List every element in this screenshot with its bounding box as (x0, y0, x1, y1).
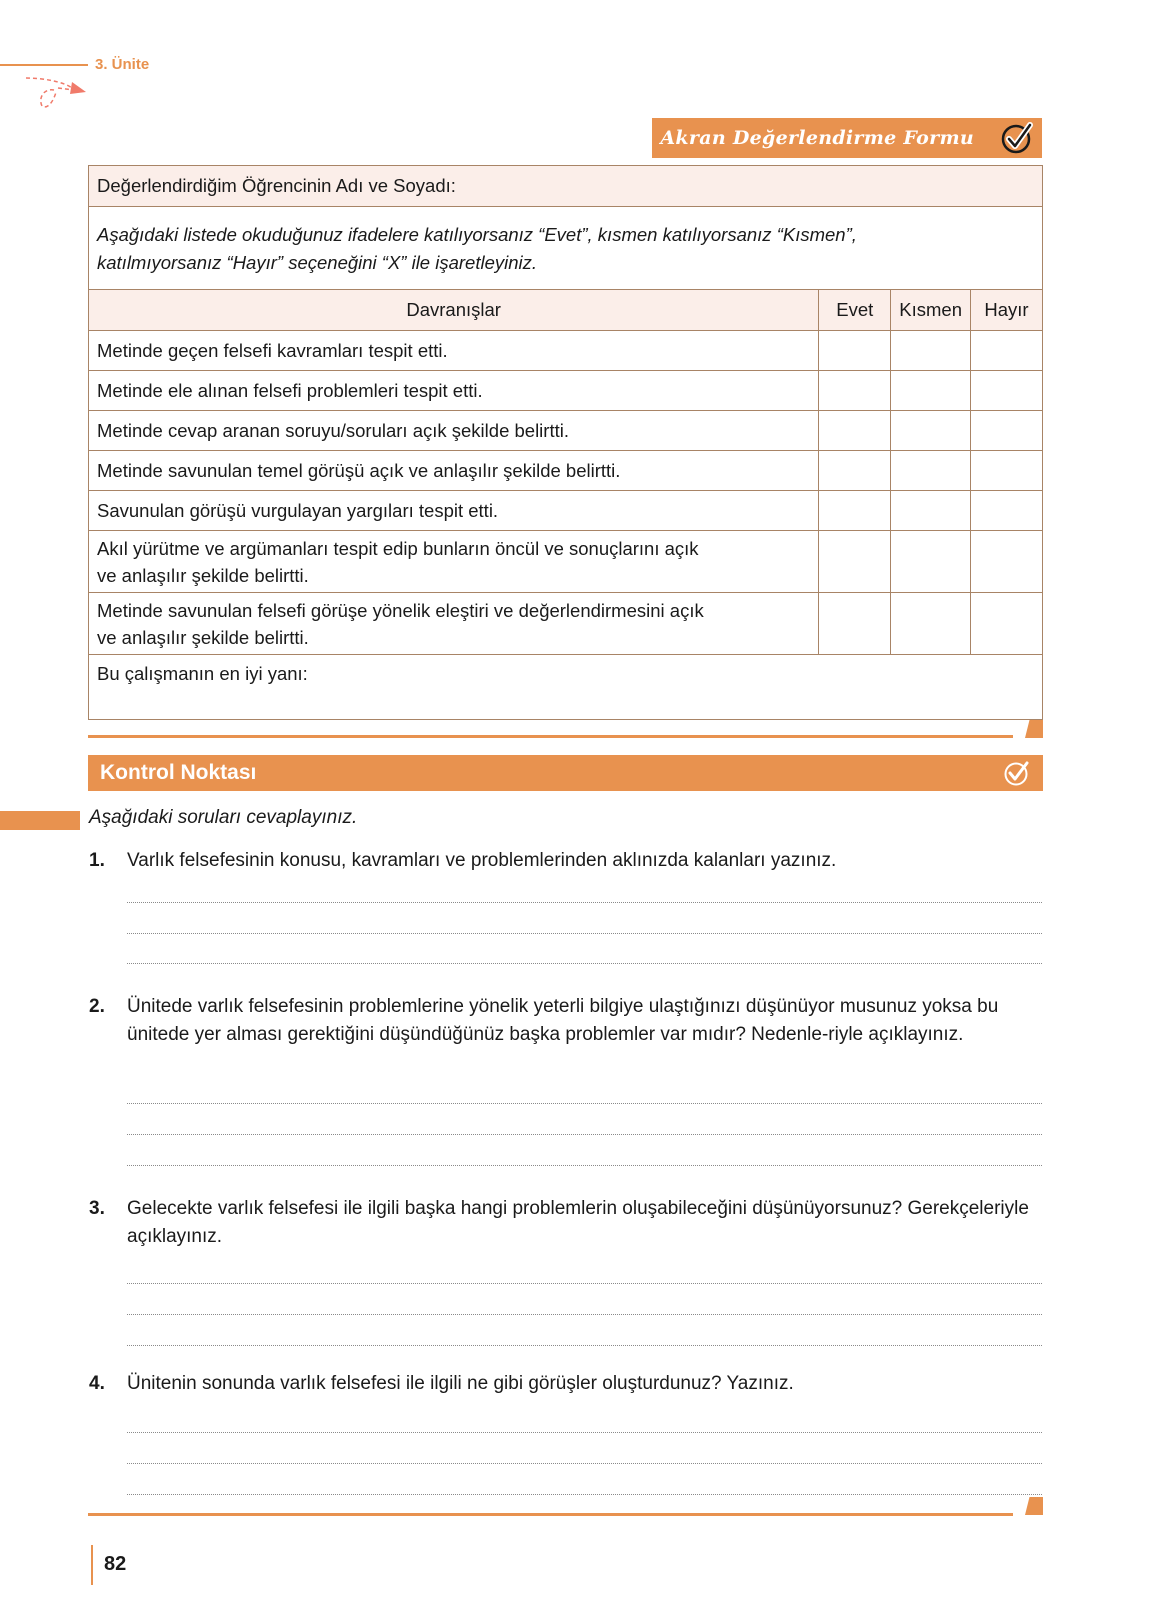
partial-checkbox-cell[interactable] (891, 531, 971, 593)
yes-checkbox-cell[interactable] (819, 371, 891, 411)
table-row (89, 451, 1043, 491)
dashed-arrow-icon (24, 76, 94, 110)
behavior-text-line-2: ve anlaşılır şekilde belirtti. (97, 564, 309, 586)
page-number-bar (91, 1545, 93, 1585)
answer-line[interactable] (127, 1314, 1042, 1315)
page-number: 82 (104, 1553, 127, 1575)
side-tab (0, 811, 80, 830)
yes-checkbox-cell[interactable] (819, 331, 891, 371)
answer-line[interactable] (127, 963, 1042, 964)
partial-checkbox-cell[interactable] (891, 491, 971, 531)
behaviors-header: Davranışlar (89, 290, 819, 331)
yes-checkbox-cell[interactable] (819, 491, 891, 531)
behavior-text: Metinde ele alınan felsefi problemleri tespit etti. (89, 371, 819, 411)
question-3 (89, 1195, 1039, 1251)
answer-line[interactable] (127, 933, 1042, 934)
no-checkbox-cell[interactable] (971, 451, 1043, 491)
behavior-text: Metinde cevap aranan soruyu/soruları açık şekilde belirtti. (89, 411, 819, 451)
partial-checkbox-cell[interactable] (891, 411, 971, 451)
behavior-text-line-1: Metinde savunulan felsefi görüşe yönelik eleştiri ve değerlendirmesini açık (97, 599, 704, 621)
unit-label: 3. Ünite (95, 56, 150, 73)
peer-form-title: Akran Değerlendirme Formu (660, 127, 974, 149)
answer-line[interactable] (127, 1345, 1042, 1346)
peer-evaluation-table (88, 165, 1043, 720)
question-number: 1. (89, 850, 105, 871)
question-number: 4. (89, 1373, 105, 1394)
yes-checkbox-cell[interactable] (819, 451, 891, 491)
partial-header: Kısmen (891, 290, 971, 331)
peer-form-banner (652, 118, 1042, 158)
best-side-field[interactable] (89, 655, 1043, 720)
table-row (89, 491, 1043, 531)
question-text: Varlık felsefesinin konusu, kavramları ve problemlerinden aklınızda kalanları yazınız. (127, 850, 837, 871)
no-checkbox-cell[interactable] (971, 593, 1043, 655)
behavior-text: Savunulan görüşü vurgulayan yargıları tespit etti. (89, 491, 819, 531)
behavior-text (89, 531, 819, 593)
student-name-label: Değerlendirdiğim Öğrencinin Adı ve Soyadı: (97, 175, 456, 196)
checkpoint-title: Kontrol Noktası (100, 761, 257, 784)
yes-checkbox-cell[interactable] (819, 593, 891, 655)
answer-line[interactable] (127, 1463, 1042, 1464)
no-checkbox-cell[interactable] (971, 411, 1043, 451)
question-4 (89, 1370, 1039, 1398)
table-row (89, 331, 1043, 371)
behavior-text-line-2: ve anlaşılır şekilde belirtti. (97, 626, 309, 648)
check-circle-icon (1003, 759, 1031, 787)
partial-checkbox-cell[interactable] (891, 451, 971, 491)
yes-checkbox-cell[interactable] (819, 411, 891, 451)
divider-tab (1025, 1497, 1043, 1515)
divider-tab (1025, 720, 1043, 738)
table-row (89, 411, 1043, 451)
question-text: Ünitede varlık felsefesinin problemlerine yönelik yeterli bilgiye ulaştığınızı düşünüyor musunuz yoksa bu ünitede yer alması gerektiğini düşündüğünüz başka problemler var mıdır? Nedenle-riyle açıklayınız. (127, 996, 999, 1045)
partial-checkbox-cell[interactable] (891, 331, 971, 371)
answer-line[interactable] (127, 1432, 1042, 1433)
table-row (89, 531, 1043, 593)
student-name-field[interactable] (89, 166, 1043, 207)
answer-line[interactable] (127, 1103, 1042, 1104)
instruction-line-2: katılmıyorsanız “Hayır” seçeneğini “X” ile işaretleyiniz. (97, 252, 538, 273)
check-circle-icon (1000, 121, 1034, 155)
no-checkbox-cell[interactable] (971, 491, 1043, 531)
behavior-text: Metinde geçen felsefi kavramları tespit etti. (89, 331, 819, 371)
yes-header: Evet (819, 290, 891, 331)
yes-checkbox-cell[interactable] (819, 531, 891, 593)
no-checkbox-cell[interactable] (971, 331, 1043, 371)
question-text: Ünitenin sonunda varlık felsefesi ile ilgili ne gibi görüşler oluşturdunuz? Yazınız. (127, 1373, 794, 1394)
behavior-text (89, 593, 819, 655)
answer-line[interactable] (127, 902, 1042, 903)
no-checkbox-cell[interactable] (971, 531, 1043, 593)
unit-rule (0, 64, 88, 66)
question-text: Gelecekte varlık felsefesi ile ilgili başka hangi problemlerin oluşabileceğini düşünüyorsunuz? Gerekçeleriyle açıklayınız. (127, 1198, 1029, 1247)
behavior-text-line-1: Akıl yürütme ve argümanları tespit edip bunların öncül ve sonuçlarını açık (97, 537, 699, 559)
best-side-label: Bu çalışmanın en iyi yanı: (97, 663, 308, 684)
table-row (89, 593, 1043, 655)
no-header: Hayır (971, 290, 1043, 331)
partial-checkbox-cell[interactable] (891, 593, 971, 655)
question-1 (89, 847, 1039, 875)
table-row (89, 371, 1043, 411)
checkpoint-banner (88, 755, 1043, 791)
question-number: 2. (89, 996, 105, 1017)
section-divider (88, 1513, 1013, 1516)
answer-line[interactable] (127, 1134, 1042, 1135)
instruction-cell (89, 207, 1043, 290)
no-checkbox-cell[interactable] (971, 371, 1043, 411)
answer-line[interactable] (127, 1283, 1042, 1284)
answer-line[interactable] (127, 1494, 1042, 1495)
behavior-text: Metinde savunulan temel görüşü açık ve anlaşılır şekilde belirtti. (89, 451, 819, 491)
partial-checkbox-cell[interactable] (891, 371, 971, 411)
section-divider (88, 735, 1013, 738)
question-number: 3. (89, 1198, 105, 1219)
instruction-line-1: Aşağıdaki listede okuduğunuz ifadelere katılıyorsanız “Evet”, kısmen katılıyorsanız “Kısmen”, (97, 224, 857, 245)
checkpoint-instruction: Aşağıdaki soruları cevaplayınız. (89, 807, 358, 828)
question-2 (89, 993, 1039, 1049)
answer-line[interactable] (127, 1165, 1042, 1166)
